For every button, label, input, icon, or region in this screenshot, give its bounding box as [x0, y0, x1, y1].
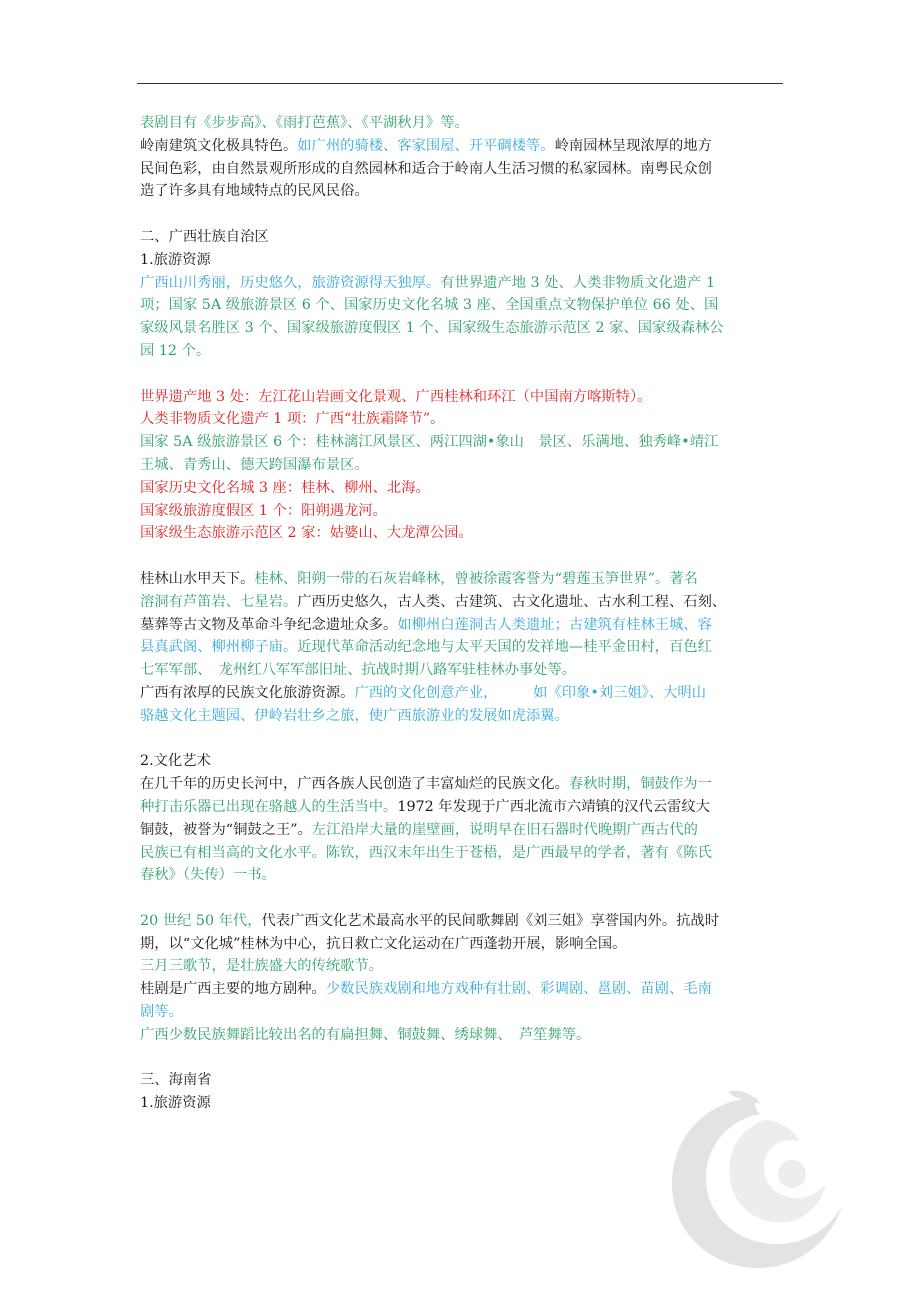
text-line — [140, 659, 785, 682]
text-segment: 春秋时期，铜鼓作为一 — [568, 776, 712, 793]
text-segment: 有世界遗产地 3 处、人类非物质文化遗产 1 — [440, 274, 716, 291]
blank-line — [140, 1047, 785, 1070]
text-line — [140, 294, 785, 317]
text-line — [140, 158, 785, 181]
text-segment: 项；国家 5A 级旅游景区 6 个、国家历史文化名城 3 座、全国重点文物保护单位 66 处、国 — [140, 297, 719, 314]
text-segment: 国家历史文化名城 3 座：桂林、柳州、北海。 — [140, 479, 430, 496]
text-segment: 二、广西壮族自治区 — [140, 228, 269, 245]
text-line — [140, 682, 785, 705]
text-line — [140, 978, 785, 1001]
text-segment: 广西少数民族舞蹈比较出名的有扁担舞、铜鼓舞、绣球舞、 芦笙舞等。 — [140, 1026, 591, 1043]
text-line — [140, 750, 785, 773]
text-line — [140, 317, 785, 340]
text-line — [140, 796, 785, 819]
blank-line — [140, 545, 785, 568]
header-rule — [137, 83, 783, 84]
text-segment: 骆越文化主题园、伊岭岩壮乡之旅，使广西旅游业的发展如虎添翼。 — [140, 707, 569, 724]
text-segment: 国家级旅游度假区 1 个：阳朔遇龙河。 — [140, 502, 387, 519]
text-segment: 园 12 个。 — [140, 342, 211, 359]
text-segment: 桂林山水甲天下。 — [140, 570, 255, 587]
text-segment: 如广州的骑楼、客家围屋、开平碉楼等。 — [297, 137, 555, 154]
text-line — [140, 1001, 785, 1024]
text-line — [140, 112, 785, 135]
text-segment: 广西的文化创意产业， 如《印象•刘三姐》、大明山 — [354, 684, 707, 701]
text-line — [140, 249, 785, 272]
dolphin-logo-icon — [668, 1090, 848, 1270]
text-segment: 墓葬等古文物及革命斗争纪念遗址众多。 — [140, 616, 398, 633]
text-segment: 1.旅游资源 — [140, 251, 211, 268]
text-segment: 近现代革命活动纪念地与太平天国的发祥地—桂平金田村，百色红 — [297, 639, 712, 656]
text-line — [140, 568, 785, 591]
text-line — [140, 636, 785, 659]
text-line — [140, 454, 785, 477]
text-segment: 在几千年的历史长河中，广西各族人民创造了丰富灿烂的民族文化。 — [140, 776, 569, 793]
text-segment: 种打击乐器已出现在骆越人的生活当中。 — [140, 798, 398, 815]
text-line — [140, 591, 785, 614]
text-line — [140, 522, 785, 545]
text-segment: 岭南建筑文化极具特色。 — [140, 137, 298, 154]
text-segment: 剧等。 — [140, 1004, 183, 1021]
document-body — [140, 112, 785, 1115]
text-segment: 溶洞有芦笛岩、七星岩。 — [140, 593, 298, 610]
text-segment: 七军军部、 龙州红八军军部旧址、抗战时期八路军驻桂林办事处等。 — [140, 662, 577, 679]
text-segment: 桂剧是广西主要的地方剧种。 — [140, 981, 326, 998]
text-line — [140, 819, 785, 842]
text-line — [140, 340, 785, 363]
blank-line — [140, 887, 785, 910]
text-line — [140, 408, 785, 431]
text-line — [140, 226, 785, 249]
text-line — [140, 431, 785, 454]
text-segment: 期，以“文化城”桂林为中心，抗日救亡文化运动在广西蓬勃开展，影响全国。 — [140, 935, 627, 952]
text-segment: 家级风景名胜区 3 个、国家级旅游度假区 1 个、国家级生态旅游示范区 2 家、国家级森林公 — [140, 320, 724, 337]
text-segment: 民族已有相当高的文化水平。陈钦，西汉末年出生于苍梧，是广西最早的学者，著有《陈氏 — [140, 844, 712, 861]
text-line — [140, 386, 785, 409]
text-segment: 王城、青秀山、德天跨国瀑布景区。 — [140, 456, 369, 473]
text-segment: 铜鼓，被誉为“铜鼓之王”。 — [140, 821, 312, 838]
text-line — [140, 1024, 785, 1047]
text-segment: 少数民族戏剧和地方戏种有壮剧、彩调剧、邕剧、苗剧、毛南 — [325, 981, 712, 998]
text-line — [140, 933, 785, 956]
text-line — [140, 614, 785, 637]
text-segment: 代表广西文化艺术最高水平的民间歌舞剧《刘三姐》享誉国内外。抗战时 — [261, 912, 720, 929]
text-segment: 世界遗产地 3 处：左江花山岩画文化景观、广西桂林和环江（中国南方喀斯特）。 — [140, 388, 652, 405]
text-segment: 广西山川秀丽，历史悠久，旅游资源得天独厚。 — [140, 274, 441, 291]
text-segment: 县真武阁、柳州柳子庙。 — [140, 639, 298, 656]
text-line — [140, 272, 785, 295]
text-line — [140, 842, 785, 865]
text-segment: 广西有浓厚的民族文化旅游资源。 — [140, 684, 355, 701]
text-segment: 民间色彩，由自然景观所形成的自然园林和适合于岭南人生活习惯的私家园林。南粤民众创 — [140, 160, 712, 177]
blank-line — [140, 728, 785, 751]
text-segment: 1972 年发现于广西北流市六靖镇的汉代云雷纹大 — [397, 798, 710, 815]
text-segment: 表剧目有《步步高》、《雨打芭蕉》、《平湖秋月》等。 — [140, 115, 469, 131]
text-segment: 春秋》（失传）一书。 — [140, 867, 276, 884]
text-line — [140, 773, 785, 796]
text-segment: 2.文化艺术 — [140, 753, 211, 770]
text-segment: 国家 5A 级旅游景区 6 个：桂林漓江风景区、两江四湖•象山 景区、乐满地、独秀峰•靖江 — [140, 434, 719, 451]
blank-line — [140, 203, 785, 226]
text-line — [140, 1069, 785, 1092]
blank-line — [140, 363, 785, 386]
text-line — [140, 705, 785, 728]
text-line — [140, 864, 785, 887]
text-segment: 造了许多具有地域特点的民风民俗。 — [140, 183, 369, 200]
text-segment: 1.旅游资源 — [140, 1095, 211, 1112]
text-segment: 人类非物质文化遗产 1 项：广西“壮族霜降节”。 — [140, 411, 445, 428]
text-line — [140, 477, 785, 500]
text-line — [140, 135, 785, 158]
text-segment: 左江沿岸大量的崖壁画，说明早在旧石器时代晚期广西古代的 — [311, 821, 698, 838]
text-segment: 20 世纪 50 年代， — [140, 912, 262, 929]
text-segment: 广西历史悠久，古人类、古建筑、古文化遗址、古水利工程、石刻、 — [297, 593, 727, 610]
text-segment: 三、海南省 — [140, 1072, 212, 1089]
text-line — [140, 955, 785, 978]
text-segment: 如柳州白莲洞古人类遗址；古建筑有桂林王城、容 — [397, 616, 712, 633]
text-segment: 国家级生态旅游示范区 2 家：姑婆山、大龙潭公园。 — [140, 525, 473, 542]
text-segment: 桂林、阳朔一带的石灰岩峰林，曾被徐霞客誉为“碧莲玉笋世界”。著名 — [254, 570, 698, 587]
text-line — [140, 500, 785, 523]
text-segment: 岭南园林呈现浓厚的地方 — [554, 137, 712, 154]
text-line — [140, 910, 785, 933]
text-line — [140, 180, 785, 203]
text-segment: 三月三歌节，是壮族盛大的传统歌节。 — [140, 958, 384, 975]
